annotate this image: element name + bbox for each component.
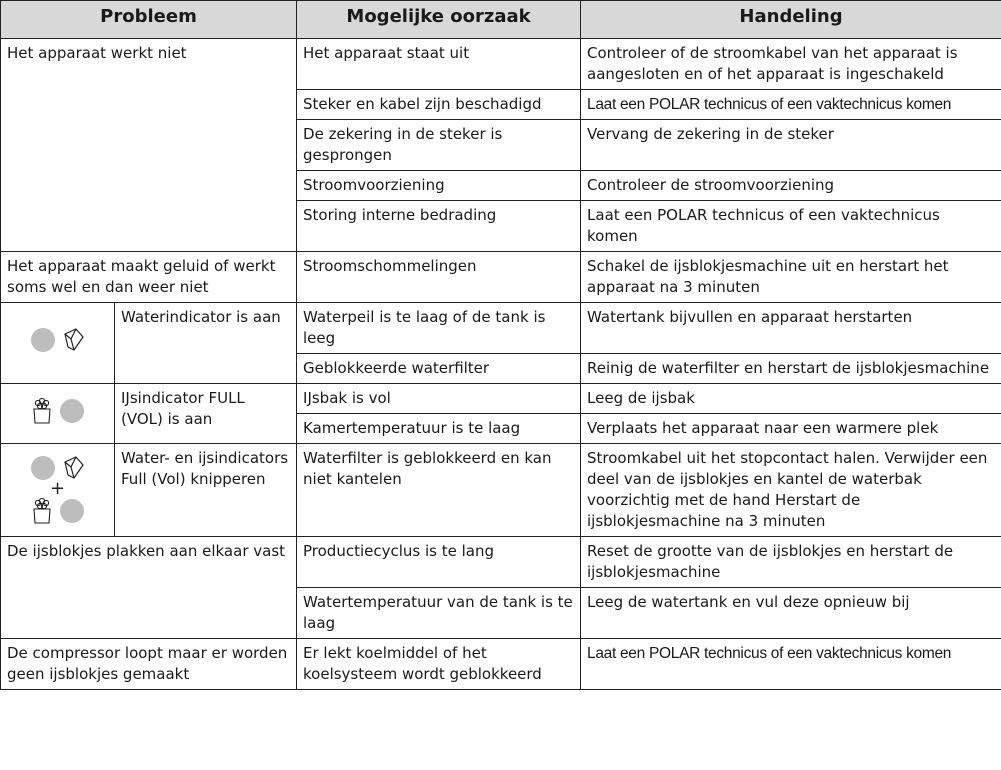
- cause-cell: Waterpeil is te laag of de tank is leeg: [297, 303, 581, 354]
- action-cell: Stroomkabel uit het stopcontact halen. Verwijder een deel van de ijsblokjes en kantel de waterbak voorzichtig met de hand Herstart de ijsblokjesmachine na 3 minuten: [581, 444, 1001, 537]
- action-cell: Laat een POLAR technicus of een vaktechnicus komen: [581, 90, 1001, 120]
- cause-cell: Waterfilter is geblokkeerd en kan niet kantelen: [297, 444, 581, 537]
- water-cup-icon: [62, 327, 86, 353]
- ice-bucket-icon: [31, 497, 53, 525]
- problem-cell: Waterindicator is aan: [115, 303, 297, 384]
- indicator-light-icon: [30, 327, 56, 353]
- problem-cell: Water- en ijsindicators Full (Vol) knipperen: [115, 444, 297, 537]
- table-row: [1, 39, 1001, 90]
- action-cell: Verplaats het apparaat naar een warmere plek: [581, 414, 1001, 444]
- action-cell: Vervang de zekering in de steker: [581, 120, 1001, 171]
- problem-cell: Het apparaat werkt niet: [1, 39, 297, 252]
- action-cell: Laat een POLAR technicus of een vaktechnicus komen: [581, 639, 1001, 690]
- cause-cell: Storing interne bedrading: [297, 201, 581, 252]
- action-cell: Reinig de waterfilter en herstart de ijsblokjesmachine: [581, 354, 1001, 384]
- indicator-light-icon: [59, 398, 85, 424]
- table-row: [1, 384, 1001, 414]
- indicator-icon-cell: [1, 384, 115, 444]
- cause-cell: Er lekt koelmiddel of het koelsysteem wordt geblokkeerd: [297, 639, 581, 690]
- indicator-light-icon: [59, 498, 85, 524]
- cause-cell: Watertemperatuur van de tank is te laag: [297, 588, 581, 639]
- cause-cell: Kamertemperatuur is te laag: [297, 414, 581, 444]
- cause-cell: Steker en kabel zijn beschadigd: [297, 90, 581, 120]
- problem-cell: De compressor loopt maar er worden geen ijsblokjes gemaakt: [1, 639, 297, 690]
- plus-sign: +: [49, 478, 66, 499]
- action-cell: Leeg de watertank en vul deze opnieuw bij: [581, 588, 1001, 639]
- action-cell: Laat een POLAR technicus of een vaktechnicus komen: [581, 201, 1001, 252]
- action-cell: Reset de grootte van de ijsblokjes en herstart de ijsblokjesmachine: [581, 537, 1001, 588]
- action-cell: Leeg de ijsbak: [581, 384, 1001, 414]
- ice-bucket-icon: [31, 397, 53, 425]
- cause-cell: Het apparaat staat uit: [297, 39, 581, 90]
- cause-cell: De zekering in de steker is gesprongen: [297, 120, 581, 171]
- indicator-icon-cell: [1, 444, 115, 537]
- problem-cell: Het apparaat maakt geluid of werkt soms wel en dan weer niet: [1, 252, 297, 303]
- header-action: Handeling: [581, 1, 1001, 39]
- table-row: [1, 639, 1001, 690]
- header-problem: Probleem: [1, 1, 297, 39]
- action-cell: Controleer of de stroomkabel van het apparaat is aangesloten en of het apparaat is ingeschakeld: [581, 39, 1001, 90]
- action-cell: Schakel de ijsblokjesmachine uit en herstart het apparaat na 3 minuten: [581, 252, 1001, 303]
- cause-cell: Stroomvoorziening: [297, 171, 581, 201]
- table-row: [1, 303, 1001, 354]
- cause-cell: Productiecyclus is te lang: [297, 537, 581, 588]
- cause-cell: IJsbak is vol: [297, 384, 581, 414]
- water-cup-icon: [62, 455, 86, 481]
- problem-cell: IJsindicator FULL (VOL) is aan: [115, 384, 297, 444]
- problem-cell: De ijsblokjes plakken aan elkaar vast: [1, 537, 297, 639]
- action-cell: Watertank bijvullen en apparaat herstarten: [581, 303, 1001, 354]
- table-row: [1, 444, 1001, 537]
- action-cell: Controleer de stroomvoorziening: [581, 171, 1001, 201]
- cause-cell: Stroomschommelingen: [297, 252, 581, 303]
- table-row: [1, 537, 1001, 588]
- table-row: [1, 252, 1001, 303]
- header-cause: Mogelijke oorzaak: [297, 1, 581, 39]
- indicator-icon-cell: [1, 303, 115, 384]
- cause-cell: Geblokkeerde waterfilter: [297, 354, 581, 384]
- header-row: [1, 1, 1001, 39]
